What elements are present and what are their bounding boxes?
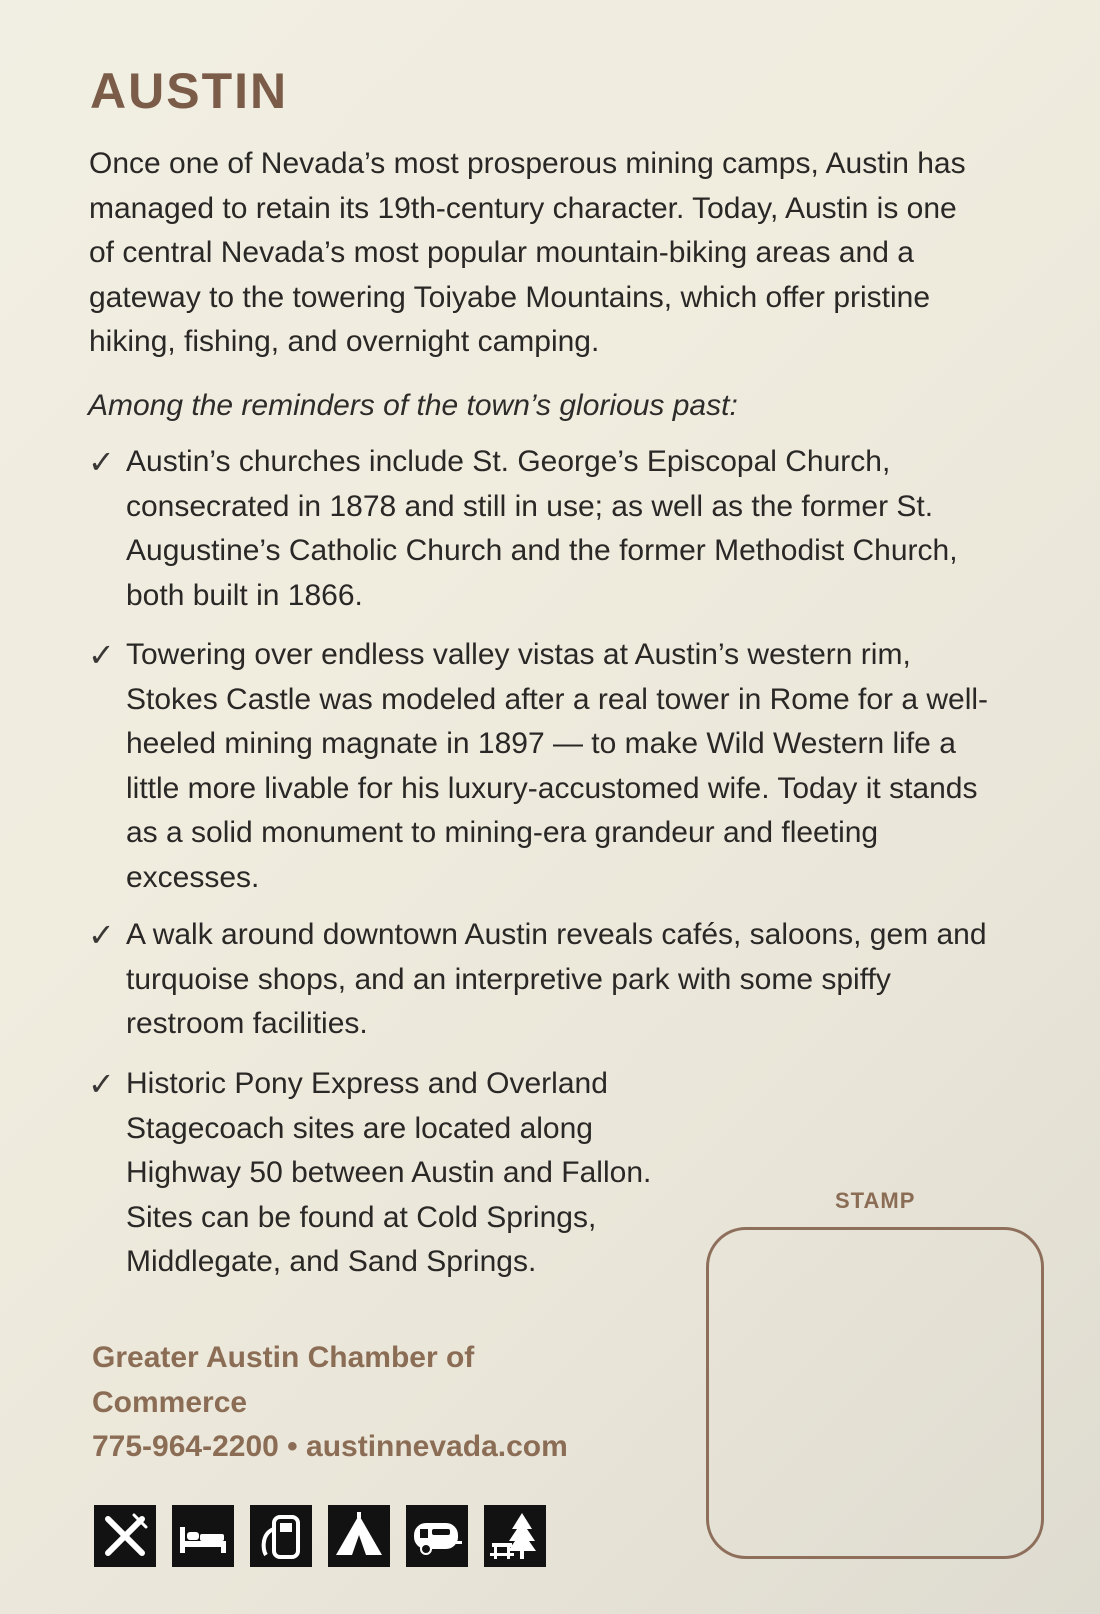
list-item-downtown	[88, 913, 1008, 1047]
camping-icon	[328, 1505, 390, 1567]
intro-paragraph: Once one of Nevada’s most prosperous mining camps, Austin has managed to retain its 19th-century character. Today, Austin is one of central Nevada’s most popular mountain-biking areas and a gateway to the towering Toiyabe Mountains, which offer pristine hiking, fishing, and overnight camping.	[89, 147, 966, 358]
page-title: AUSTIN	[90, 63, 289, 119]
list-item-stokes-castle	[88, 633, 1008, 900]
contact-block	[92, 1336, 712, 1470]
stamp-label: STAMP	[835, 1188, 916, 1213]
lodging-icon	[172, 1505, 234, 1567]
contact-line	[92, 1425, 712, 1470]
contact-separator: •	[278, 1430, 307, 1463]
list-item-churches	[88, 440, 1008, 618]
org-name-line1: Greater Austin Chamber of	[92, 1341, 475, 1374]
list-item-text: Historic Pony Express and Overland Stagecoach sites are located along Highway 50 between Austin and Fallon. Sites can be found at Cold Springs, Middlegate, and Sand Springs.	[126, 1067, 652, 1278]
phone-number[interactable]: 775-964-2200	[92, 1430, 279, 1463]
website-link[interactable]: austinnevada.com	[306, 1430, 568, 1463]
food-icon	[94, 1505, 156, 1567]
gas-icon	[250, 1505, 312, 1567]
stamp-box	[706, 1227, 1044, 1559]
check-icon: ✓	[88, 444, 115, 480]
list-lead: Among the reminders of the town’s glorious past:	[88, 389, 738, 422]
org-name-line2: Commerce	[92, 1385, 248, 1419]
list-item-text: A walk around downtown Austin reveals cafés, saloons, gem and turquoise shops, and an interpretive park with some spiffy restroom facilities.	[126, 918, 987, 1040]
amenity-icons	[94, 1505, 546, 1567]
list-item-text: Austin’s churches include St. George’s Episcopal Church, consecrated in 1878 and still in use; as well as the former St. Augustine’s Catholic Church and the former Methodist Church, both built in 1866.	[126, 445, 958, 612]
list-item-text: Towering over endless valley vistas at Austin’s western rim, Stokes Castle was modeled after a real tower in Rome for a well-heeled mining magnate in 1897 — to make Wild Western life a little more livable for his luxury-accustomed wife. Today it stands as a solid monument to mining-era grandeur and fleeting excesses.	[126, 638, 989, 894]
check-icon: ✓	[88, 1066, 115, 1102]
check-icon: ✓	[88, 917, 115, 953]
picnic-icon	[484, 1505, 546, 1567]
rv-icon	[406, 1505, 468, 1567]
check-icon: ✓	[88, 637, 115, 673]
